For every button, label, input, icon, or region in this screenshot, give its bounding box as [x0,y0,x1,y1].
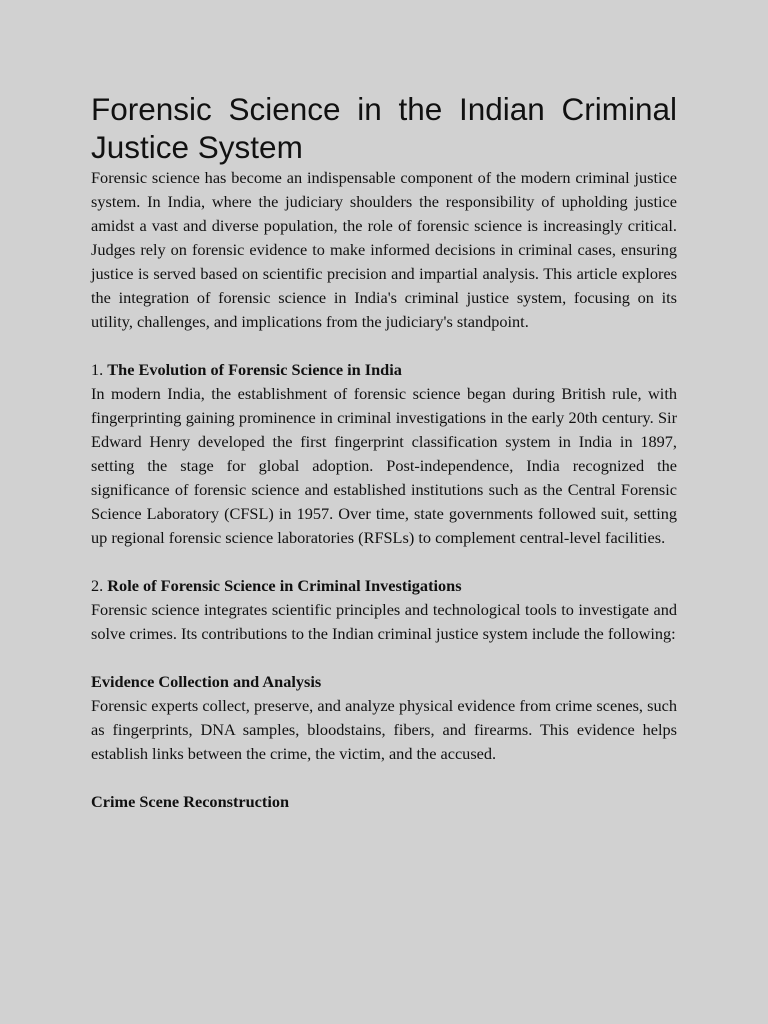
section-2-title: Role of Forensic Science in Criminal Investigations [107,576,462,595]
section-1-heading [91,358,677,382]
intro-paragraph: Forensic science has become an indispensable component of the modern criminal justice system. In India, where the judiciary shoulders the responsibility of upholding justice amidst a vast and diverse population, the role of forensic science is increasingly critical. Judges rely on forensic evidence to make informed decisions in criminal cases, ensuring justice is served based on scientific precision and impartial analysis. This article explores the integration of forensic science in India's criminal justice system, focusing on its utility, challenges, and implications from the judiciary's standpoint. [91,168,677,331]
section-1-paragraph: In modern India, the establishment of forensic science began during British rule, with fingerprinting gaining prominence in criminal investigations in the early 20th century. Sir Edward Henry developed the first fingerprint classification system in India in 1897, setting the stage for global adoption. Post-independence, India recognized the significance of forensic science and established institutions such as the Central Forensic Science Laboratory (CFSL) in 1957. Over time, state governments followed suit, setting up regional forensic science laboratories (RFSLs) to complement central-level facilities. [91,384,677,547]
document-title: Forensic Science in the Indian Criminal Justice System [91,91,677,165]
section-1-title: The Evolution of Forensic Science in India [107,360,402,379]
paragraph-spacer [91,646,677,670]
subsection-evidence-paragraph: Forensic experts collect, preserve, and analyze physical evidence from crime scenes, such as fingerprints, DNA samples, bloodstains, fibers, and firearms. This evidence helps establish links between the crime, the victim, and the accused. [91,696,677,763]
section-2-heading [91,574,677,598]
paragraph-spacer [91,550,677,574]
section-2-paragraph: Forensic science integrates scientific principles and technological tools to investigate and solve crimes. Its contributions to the Indian criminal justice system include the following: [91,600,677,643]
subsection-reconstruction-heading: Crime Scene Reconstruction [91,792,290,811]
paragraph-spacer [91,766,677,790]
section-2-number: 2. [91,576,104,595]
section-1-number: 1. [91,360,104,379]
paragraph-spacer [91,334,677,358]
subsection-evidence-heading: Evidence Collection and Analysis [91,672,322,691]
